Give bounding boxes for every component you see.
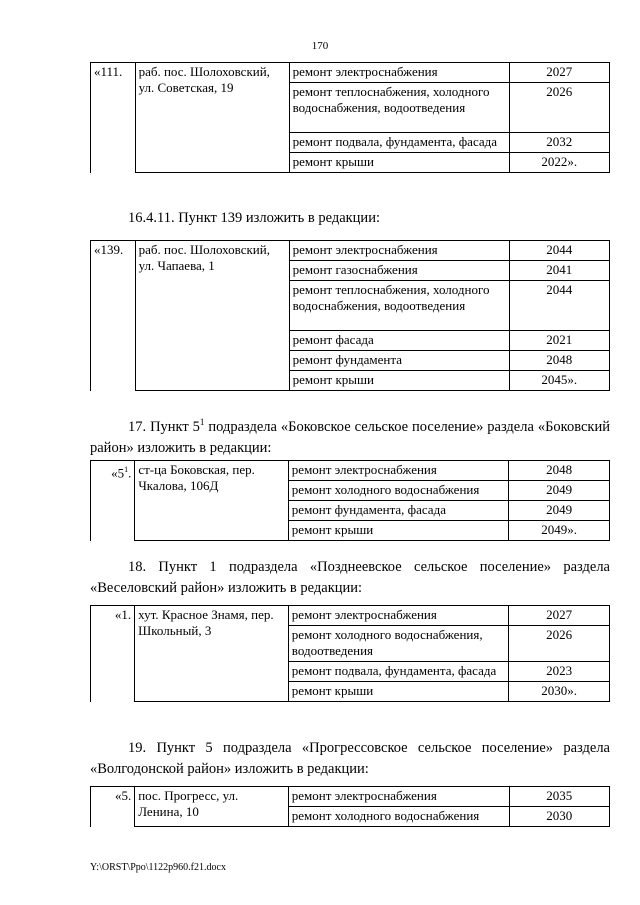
item-number: «1. xyxy=(91,606,135,702)
item-number: «139. xyxy=(91,241,136,391)
year-cell: 2022». xyxy=(509,153,609,173)
work-cell: ремонт фундамента xyxy=(289,351,509,371)
item-address: ст-ца Боковская, пер. Чкалова, 106Д xyxy=(135,461,288,541)
work-cell: ремонт электроснабжения xyxy=(289,63,509,83)
paragraph-17-superscript: 1 xyxy=(199,417,205,427)
year-cell: 2041 xyxy=(509,261,609,281)
work-cell: ремонт крыши xyxy=(289,153,509,173)
paragraph-17 xyxy=(90,412,610,459)
work-cell: ремонт электроснабжения xyxy=(288,787,509,807)
work-cell: ремонт холодного водоснабжения xyxy=(288,807,509,827)
year-cell: 2026 xyxy=(509,83,609,133)
year-cell: 2044 xyxy=(509,281,609,331)
work-cell: ремонт теплоснабжения, холодного водоснабжения, водоотведения xyxy=(289,281,509,331)
paragraph-18: 18. Пункт 1 подраздела «Позднеевское сельское поселение» раздела «Веселовский район» изложить в редакции: xyxy=(90,559,610,596)
year-cell: 2026 xyxy=(509,626,610,662)
item-address: пос. Прогресс, ул. Ленина, 10 xyxy=(135,787,289,827)
year-cell: 2045». xyxy=(509,371,609,391)
year-cell: 2030 xyxy=(509,807,609,827)
item-number xyxy=(91,461,135,541)
year-cell: 2049 xyxy=(509,481,610,501)
item-139-table xyxy=(90,240,610,391)
item-number: «5. xyxy=(91,787,135,827)
file-path-footer: Y:\ORST\Ppo\1122p960.f21.docx xyxy=(90,862,226,873)
year-cell: 2035 xyxy=(509,787,609,807)
paragraph-19: 19. Пункт 5 подраздела «Прогрессовское сельское поселение» раздела «Волгодонской район» изложить в редакции: xyxy=(90,740,610,777)
work-cell: ремонт подвала, фундамента, фасада xyxy=(289,133,509,153)
item-address: раб. пос. Шолоховский, ул. Чапаева, 1 xyxy=(135,241,289,391)
year-cell: 2023 xyxy=(509,662,610,682)
year-cell: 2027 xyxy=(509,63,609,83)
year-cell: 2044 xyxy=(509,241,609,261)
year-cell: 2049». xyxy=(509,521,610,541)
work-cell: ремонт подвала, фундамента, фасада xyxy=(288,662,509,682)
page-number: 170 xyxy=(311,40,329,52)
item-111-table xyxy=(90,62,610,173)
paragraph-16-4-11: 16.4.11. Пункт 139 изложить в редакции: xyxy=(128,210,380,226)
year-cell: 2048 xyxy=(509,461,610,481)
work-cell: ремонт крыши xyxy=(288,521,509,541)
item-1-table xyxy=(90,605,610,702)
year-cell: 2032 xyxy=(509,133,609,153)
work-cell: ремонт крыши xyxy=(288,682,509,702)
item-number-superscript: 1 xyxy=(124,465,129,474)
item-number-tail: . xyxy=(128,465,132,481)
item-5-table xyxy=(90,786,610,827)
work-cell: ремонт электроснабжения xyxy=(288,606,509,626)
work-cell: ремонт фасада xyxy=(289,331,509,351)
item-number: «111. xyxy=(91,63,136,173)
work-cell: ремонт фундамента, фасада xyxy=(288,501,509,521)
item-number-text: «5 xyxy=(111,465,125,481)
item-address: хут. Красное Знамя, пер. Школьный, 3 xyxy=(135,606,289,702)
work-cell: ремонт холодного водоснабжения xyxy=(288,481,509,501)
item-address: раб. пос. Шолоховский, ул. Советская, 19 xyxy=(135,63,289,173)
year-cell: 2027 xyxy=(509,606,610,626)
paragraph-17-rest: подраздела «Боковское сельское поселение» раздела «Боковский район» изложить в редакции: xyxy=(90,418,610,456)
work-cell: ремонт электроснабжения xyxy=(288,461,509,481)
work-cell: ремонт электроснабжения xyxy=(289,241,509,261)
item-5-1-table xyxy=(90,460,610,541)
year-cell: 2030». xyxy=(509,682,610,702)
work-cell: ремонт теплоснабжения, холодного водоснабжения, водоотведения xyxy=(289,83,509,133)
work-cell: ремонт крыши xyxy=(289,371,509,391)
year-cell: 2048 xyxy=(509,351,609,371)
year-cell: 2049 xyxy=(509,501,610,521)
paragraph-17-lead: 17. Пункт 5 xyxy=(128,418,200,435)
work-cell: ремонт холодного водоснабжения, водоотведения xyxy=(288,626,509,662)
year-cell: 2021 xyxy=(509,331,609,351)
work-cell: ремонт газоснабжения xyxy=(289,261,509,281)
